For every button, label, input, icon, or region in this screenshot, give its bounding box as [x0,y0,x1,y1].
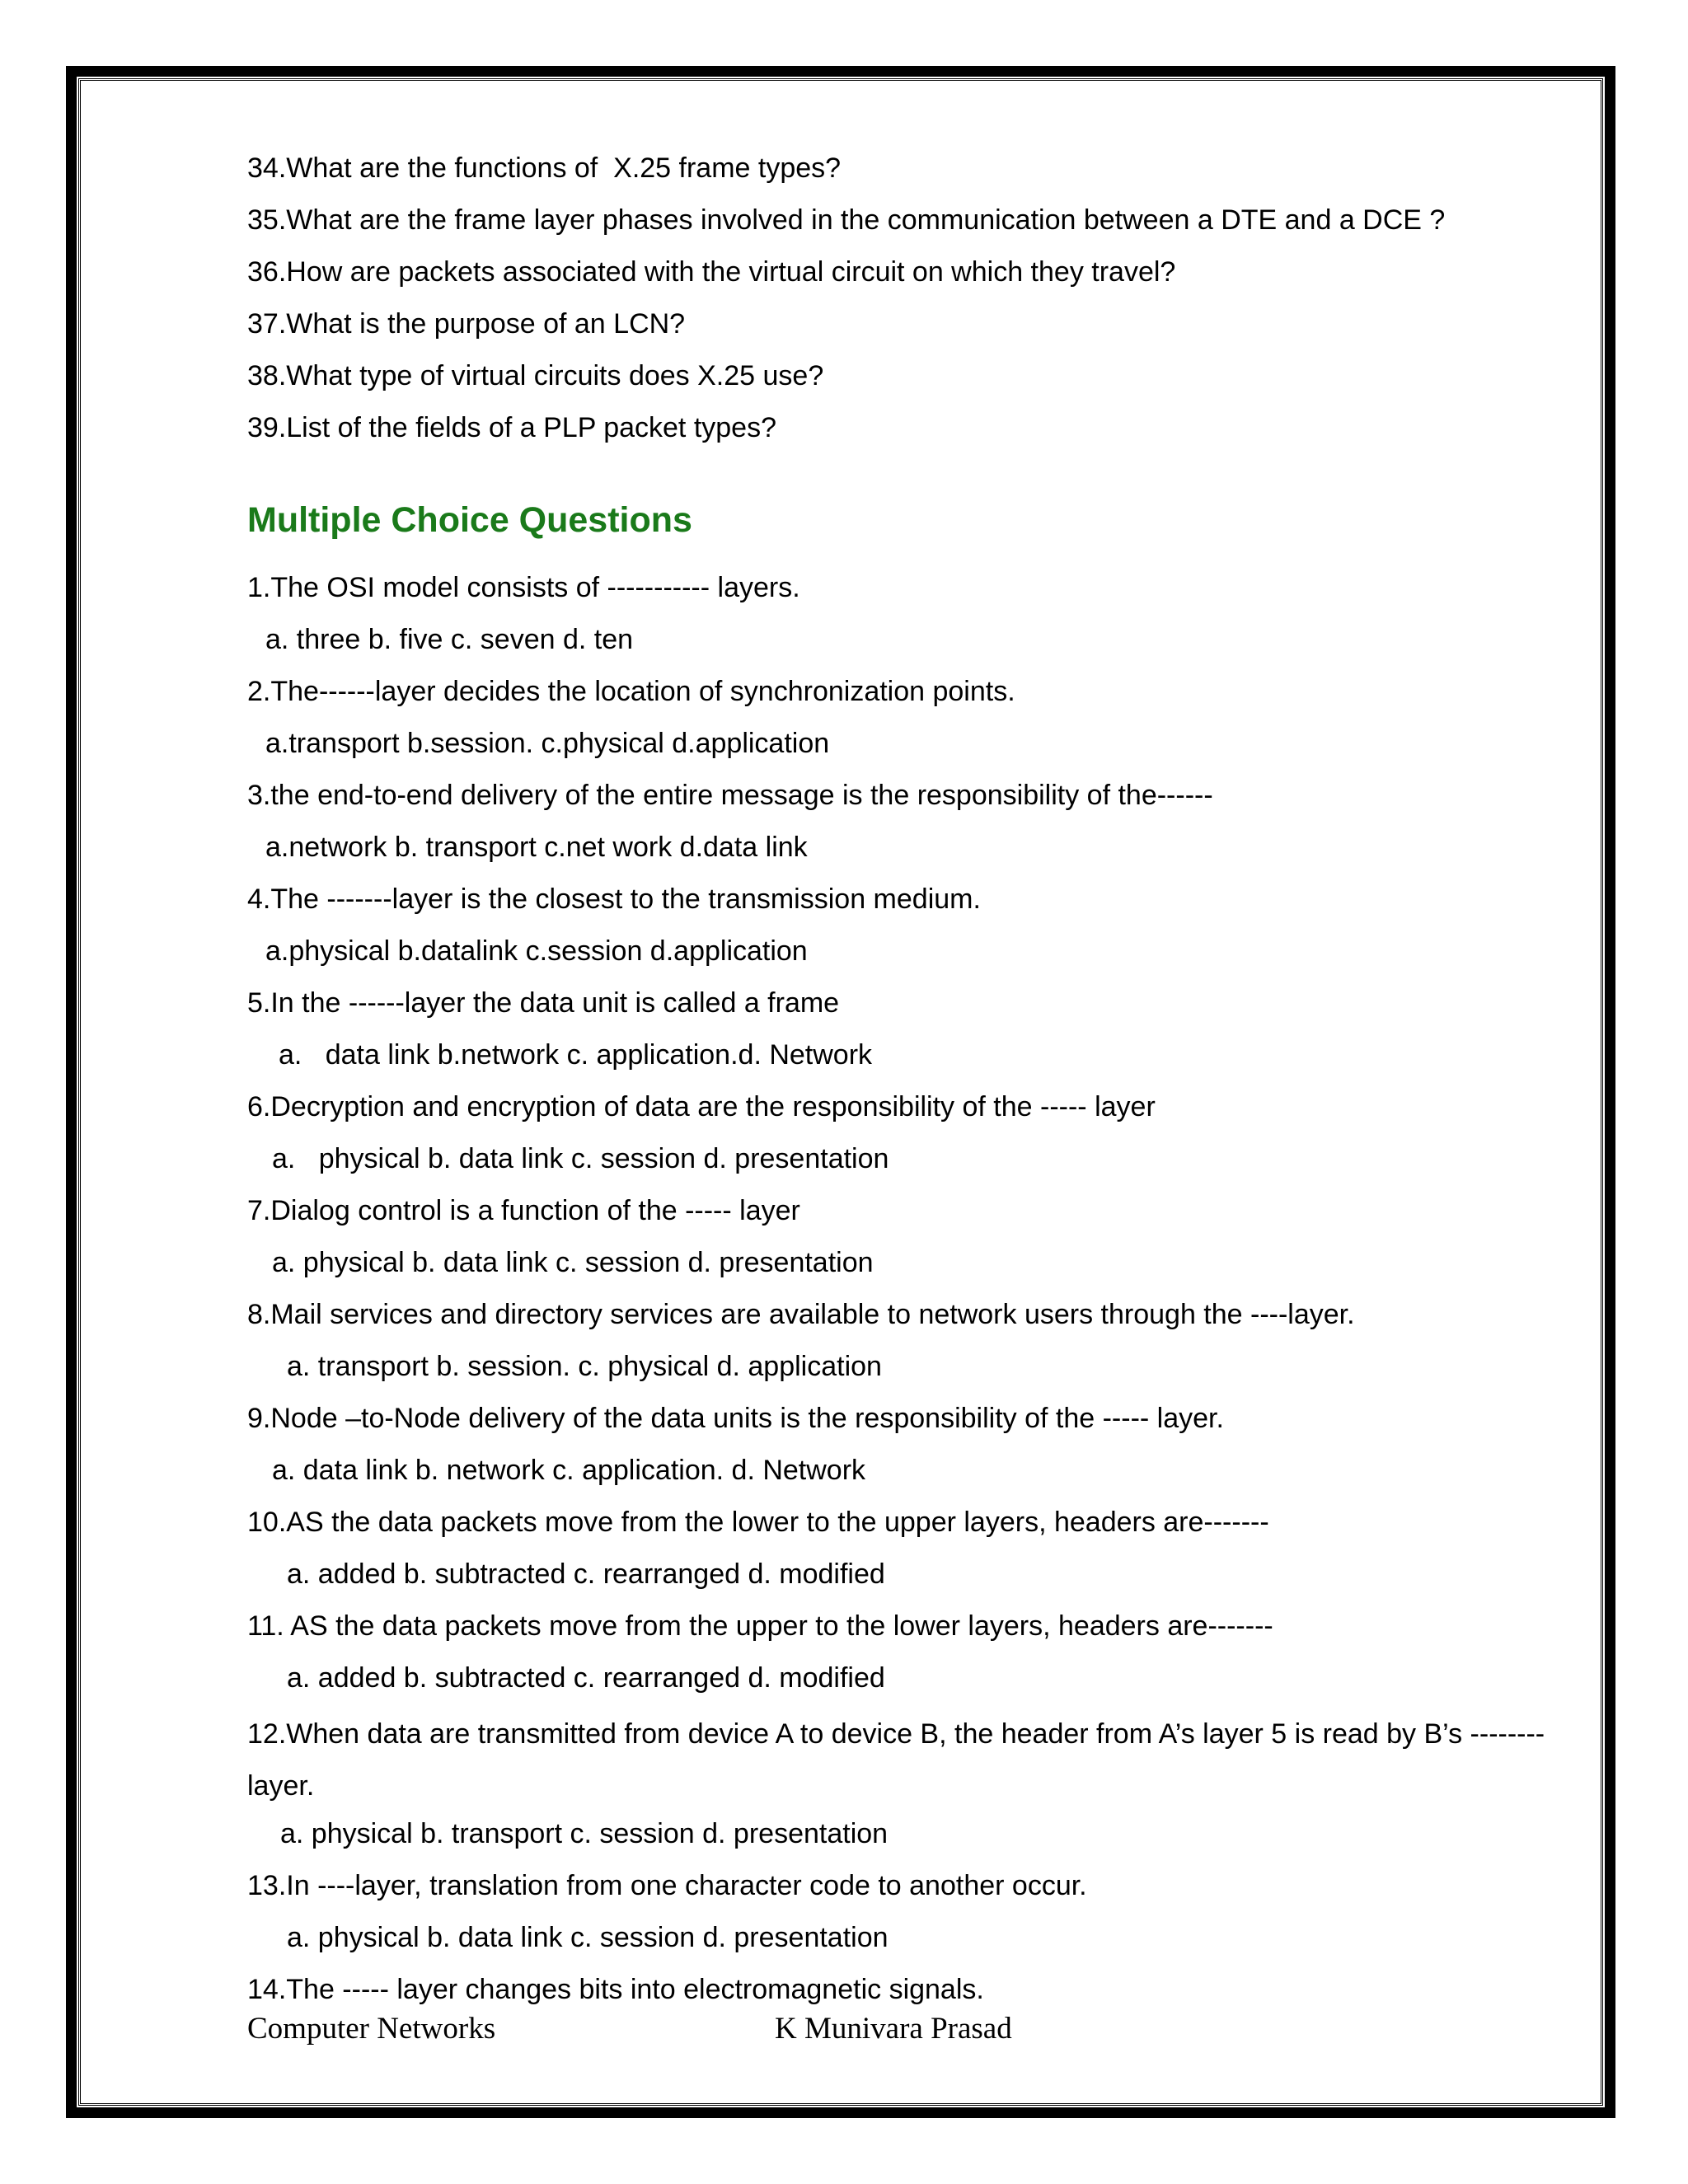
mcq-question-9: 9.Node –to-Node delivery of the data units is the responsibility of the ----- layer. [247,1403,1224,1434]
question-34: 34.What are the functions of X.25 frame types? [247,152,842,184]
footer-course-title: Computer Networks [247,2012,496,2046]
mcq-question-4: 4.The -------layer is the closest to the transmission medium. [247,883,981,915]
page-footer [247,2011,1566,2052]
mcq-options-12: a. physical b. transport c. session d. presentation [280,1818,889,1849]
mcq-question-11: 11. AS the data packets move from the upper to the lower layers, headers are------- [247,1610,1273,1642]
question-38: 38.What type of virtual circuits does X.25 use? [247,360,824,391]
mcq-options-11: a. added b. subtracted c. rearranged d. modified [287,1662,885,1694]
mcq-question-10: 10.AS the data packets move from the lower to the upper layers, headers are------- [247,1507,1269,1538]
mcq-question-1: 1.The OSI model consists of ----------- layers. [247,572,800,603]
mcq-options-9: a. data link b. network c. application. d. Network [272,1455,866,1486]
mcq-options-7: a. physical b. data link c. session d. presentation [272,1247,874,1278]
page-content [247,147,1566,2020]
mcq-options-3: a.network b. transport c.net work d.data link [265,832,808,863]
mcq-question-6: 6.Decryption and encryption of data are the responsibility of the ----- layer [247,1091,1156,1122]
mcq-options-6: a. physical b. data link c. session d. presentation [272,1143,889,1174]
footer-author: K Munivara Prasad [775,2012,1012,2046]
mcq-question-5: 5.In the ------layer the data unit is called a frame [247,987,840,1019]
mcq-question-7: 7.Dialog control is a function of the ----- layer [247,1195,800,1226]
section-title-mcq: Multiple Choice Questions [247,500,692,540]
question-37: 37.What is the purpose of an LCN? [247,308,686,340]
mcq-options-8: a. transport b. session. c. physical d. application [287,1351,882,1382]
mcq-options-13: a. physical b. data link c. session d. presentation [287,1922,889,1953]
mcq-question-12: 12.When data are transmitted from device A to device B, the header from A’s layer 5 is read by B’s --------layer. [247,1718,1545,1802]
mcq-options-4: a.physical b.datalink c.session d.application [265,935,808,967]
mcq-options-2: a.transport b.session. c.physical d.application [265,728,830,759]
mcq-question-14: 14.The ----- layer changes bits into electromagnetic signals. [247,1974,984,2005]
mcq-options-5: a. data link b.network c. application.d. Network [279,1039,873,1071]
question-36: 36.How are packets associated with the virtual circuit on which they travel? [247,256,1176,288]
mcq-question-3: 3.the end-to-end delivery of the entire message is the responsibility of the------ [247,780,1213,811]
question-35: 35.What are the frame layer phases involved in the communication between a DTE and a DCE ? [247,204,1446,236]
mcq-options-10: a. added b. subtracted c. rearranged d. modified [287,1558,885,1590]
mcq-question-13: 13.In ----layer, translation from one character code to another occur. [247,1870,1087,1901]
mcq-question-2: 2.The------layer decides the location of synchronization points. [247,676,1015,707]
question-39: 39.List of the fields of a PLP packet types? [247,412,776,443]
mcq-question-8: 8.Mail services and directory services are available to network users through the ----layer. [247,1299,1355,1330]
mcq-options-1: a. three b. five c. seven d. ten [265,624,634,655]
